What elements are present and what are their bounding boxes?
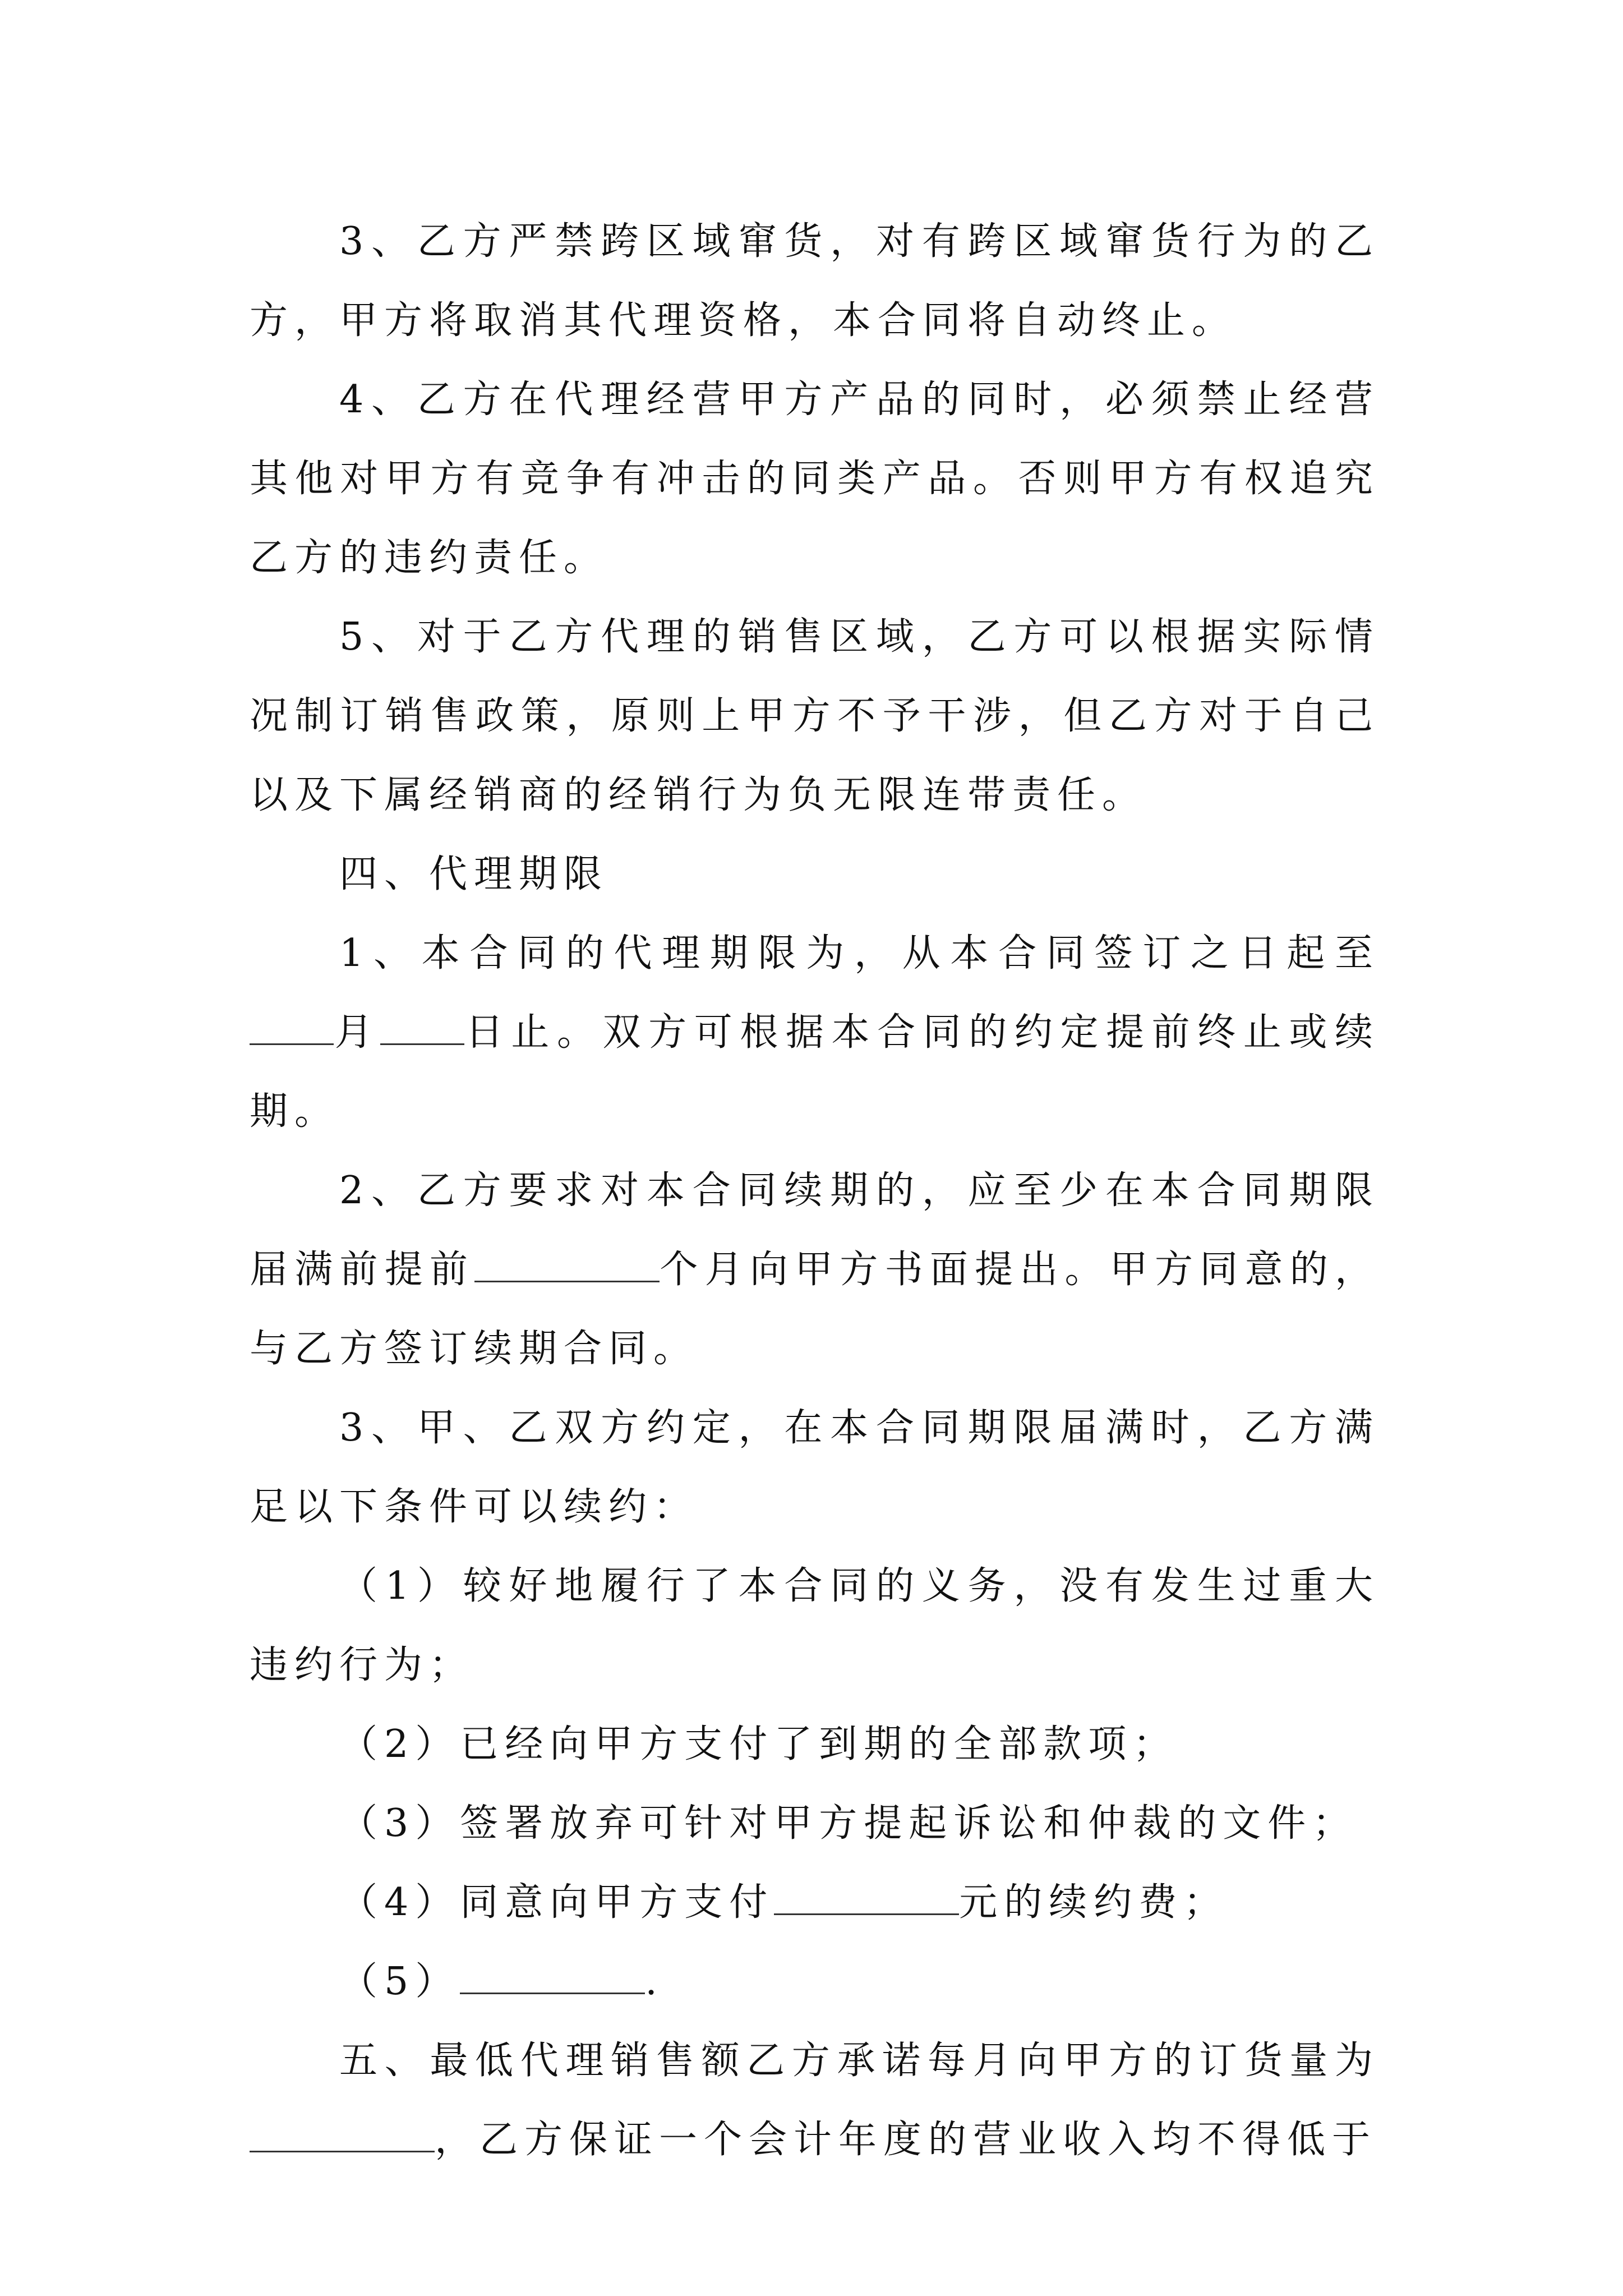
condition-5-blank <box>460 1959 645 1994</box>
condition-2: （2）已经向甲方支付了到期的全部款项； <box>339 1722 1178 1766</box>
clause-4-competition: 4、乙方在代理经营甲方产品的同时，必须禁止经营其他对甲方有竞争有冲击的同类产品。否则甲方有权追究乙方的违约责任。 <box>250 378 1380 580</box>
document-body <box>250 202 1380 2179</box>
clause-5-sales-policy: 5、对于乙方代理的销售区域，乙方可以根据实际情况制订销售政策，原则上甲方不予干涉，但乙方对于自己以及下属经销商的经销行为负无限连带责任。 <box>250 615 1380 817</box>
term-clause-1 <box>250 914 1380 1151</box>
condition-5-text: （5） <box>339 1959 460 2004</box>
year-blank <box>250 1010 334 1045</box>
condition-3: （3）签署放弃可针对甲方提起诉讼和仲裁的文件； <box>339 1801 1358 1846</box>
section-five-minimum-sales <box>250 2021 1380 2179</box>
term-clause-2-text: 2、乙方要求对本合同续期的，应至少在本合同期限届满前提前 <box>250 1168 1380 1292</box>
order-volume-blank <box>250 2117 435 2152</box>
section-five-rest: ，乙方保证一个会计年度的营业收入均不得低于 <box>435 2118 1377 2162</box>
section-five-text: 五、最低代理销售额乙方承诺每月向甲方的订货量为 <box>339 2039 1380 2083</box>
term-clause-1-month: 月 <box>334 1010 381 1055</box>
term-clause-1-text: 1、本合同的代理期限为，从本合同签订之日起至 <box>339 931 1380 976</box>
renewal-fee-blank <box>774 1880 959 1915</box>
months-blank <box>474 1247 660 1282</box>
condition-5-rest: . <box>645 1959 664 2004</box>
condition-4-text: （4）同意向甲方支付 <box>339 1880 774 1925</box>
condition-4 <box>250 1863 1380 1942</box>
condition-1: （1）较好地履行了本合同的义务，没有发生过重大违约行为； <box>250 1564 1380 1687</box>
term-clause-2 <box>250 1151 1380 1388</box>
month-blank <box>380 1010 464 1045</box>
condition-4-rest: 元的续约费； <box>959 1880 1229 1925</box>
term-clause-2-rest: 个月向甲方书面提出。甲方同意的，与乙方签订续期合同。 <box>250 1248 1380 1371</box>
condition-5 <box>250 1942 1380 2021</box>
term-clause-1-rest: 日止。双方可根据本合同的约定提前终止或续期。 <box>250 1010 1380 1134</box>
clause-3-cross-region: 3、乙方严禁跨区域窜货，对有跨区域窜货行为的乙方，甲方将取消其代理资格，本合同将自动终止。 <box>250 219 1380 343</box>
section-heading-agency-term: 四、代理期限 <box>339 852 609 896</box>
term-clause-3: 3、甲、乙双方约定，在本合同期限届满时，乙方满足以下条件可以续约： <box>250 1406 1380 1529</box>
